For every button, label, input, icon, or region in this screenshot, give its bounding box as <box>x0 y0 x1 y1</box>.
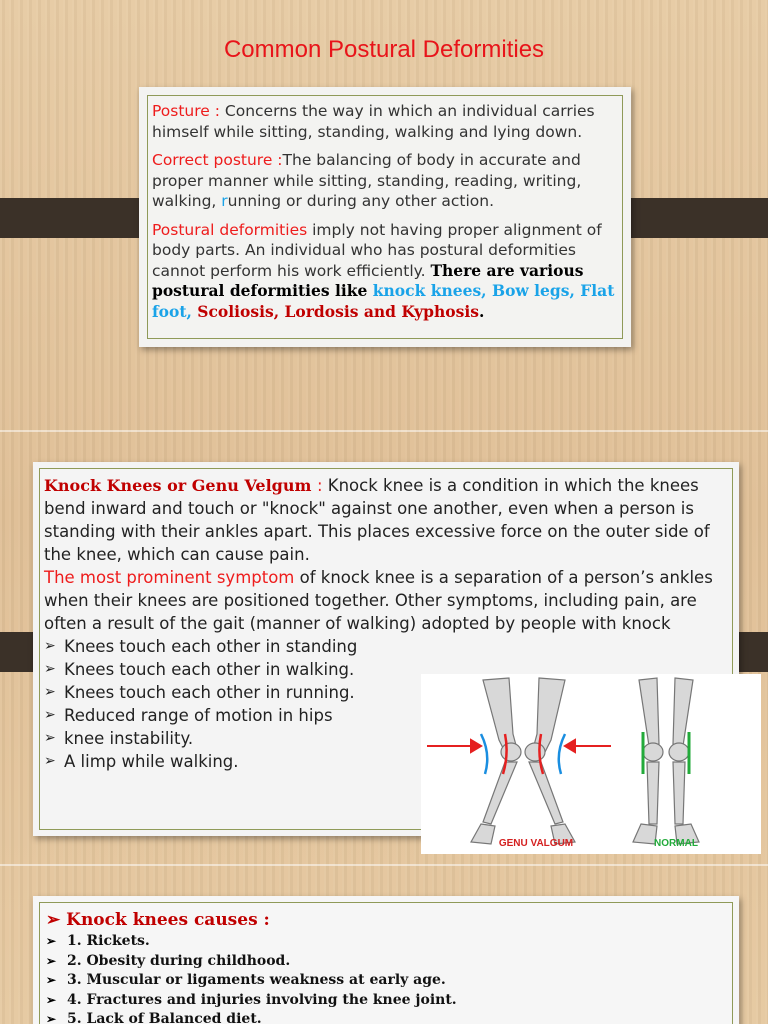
arrow-bullet-icon: ➢ <box>46 953 57 968</box>
deformities-bold: There are various postural deformities like <box>152 260 584 300</box>
symptom-label: The most prominent symptom <box>44 568 295 587</box>
list-item <box>46 971 706 991</box>
arrow-bullet-icon: ➢ <box>46 1012 57 1024</box>
list-item-text: 3. Muscular or ligaments weakness at early age. <box>67 972 446 988</box>
arrow-bullet-icon: ➢ <box>46 910 67 930</box>
arrow-bullet-icon: ➢ <box>44 684 56 700</box>
list-item <box>46 932 706 952</box>
symptom-paragraph <box>44 566 724 635</box>
knee-illustration-svg <box>421 674 761 854</box>
list-item-text: Knees touch each other in standing <box>64 637 358 656</box>
intro-text: Knock knee is a condition in which the knees bend inward and touch or "knock" against one another, even when a person is standing with their ankles apart. This places excessive force on the outer side of the knee, which can cause pain. <box>44 476 710 564</box>
slide-2 <box>0 432 768 864</box>
list-item-text: knee instability. <box>64 729 194 748</box>
genu-valgum-label: GENU VALGUM <box>498 838 574 849</box>
posture-label: Posture : <box>152 102 225 120</box>
knock-knees-heading: Knock Knees or Genu Velgum <box>44 476 317 495</box>
arrow-bullet-icon: ➢ <box>44 661 56 677</box>
deformities-red-list: Scoliosis, Lordosis and Kyphosis <box>197 301 479 321</box>
posture-text: Concerns the way in which an individual carries himself while sitting, standing, walking and lying down. <box>152 102 595 141</box>
list-item-text: 1. Rickets. <box>67 933 150 949</box>
definition-card <box>139 87 631 347</box>
list-item-text: A limp while walking. <box>64 752 239 771</box>
correct-posture-r: r <box>221 192 228 210</box>
list-item-text: 5. Lack of Balanced diet. <box>67 1011 262 1024</box>
decor-bar-right <box>612 198 768 238</box>
knee-illustration <box>421 674 761 854</box>
valgum-blue-line <box>481 734 487 774</box>
list-item-text: Knees touch each other in running. <box>64 683 355 702</box>
decor-bar-left <box>0 198 155 238</box>
slide-title: Common Postural Deformities <box>223 36 545 63</box>
correct-posture-label: Correct posture : <box>152 151 283 169</box>
causes-card <box>33 896 739 1024</box>
causes-heading-text: Knock knees causes : <box>66 910 270 930</box>
correct-posture-paragraph <box>152 150 622 212</box>
arrow-bullet-icon: ➢ <box>44 753 56 769</box>
knock-knees-card <box>33 462 739 849</box>
heading-colon: : <box>316 476 328 495</box>
causes-list <box>46 932 706 1024</box>
list-item <box>44 635 724 658</box>
slide-3 <box>0 866 768 1024</box>
definition-text <box>152 101 622 330</box>
arrow-bullet-icon: ➢ <box>44 730 56 746</box>
list-item-text: 4. Fractures and injuries involving the knee joint. <box>67 991 457 1008</box>
posture-paragraph <box>152 101 622 142</box>
list-item <box>46 952 706 972</box>
arrow-bullet-icon: ➢ <box>44 707 56 723</box>
correct-posture-text: The balancing of body in accurate and proper manner while sitting, standing, reading, writing, walking, <box>152 151 582 210</box>
normal-label: NORMAL <box>654 838 698 849</box>
list-item-text: Reduced range of motion in hips <box>64 706 333 725</box>
list-item-text: Knees touch each other in walking. <box>64 660 355 679</box>
arrow-bullet-icon: ➢ <box>46 992 57 1007</box>
deformities-text: imply not having proper alignment of body parts. An individual who has postural deformities cannot perform his work efficiently. <box>152 220 602 280</box>
slide-1 <box>0 0 768 430</box>
deformities-end: . <box>478 301 485 321</box>
correct-posture-text-end: unning or during any other action. <box>227 192 495 210</box>
causes-text <box>46 908 706 1024</box>
list-item <box>46 991 706 1011</box>
intro-paragraph <box>44 474 724 566</box>
list-item <box>46 1010 706 1024</box>
deformities-paragraph <box>152 220 622 323</box>
symptom-text: of knock knee is a separation of a person’s ankles when their knees are positioned together. Other symptoms, including pain, are often a result of the gait (manner of walking) adopted by people with knock <box>44 568 713 633</box>
deformities-blue-list: knock knees, Bow legs, Flat foot, <box>152 281 615 321</box>
deformities-label: Postural deformities <box>152 220 308 239</box>
valgum-blue-line <box>559 734 565 774</box>
arrow-bullet-icon: ➢ <box>46 973 57 987</box>
arrow-bullet-icon: ➢ <box>44 638 56 654</box>
arrow-bullet-icon: ➢ <box>46 934 57 948</box>
list-item-text: 2. Obesity during childhood. <box>67 952 291 969</box>
causes-heading <box>46 908 706 932</box>
